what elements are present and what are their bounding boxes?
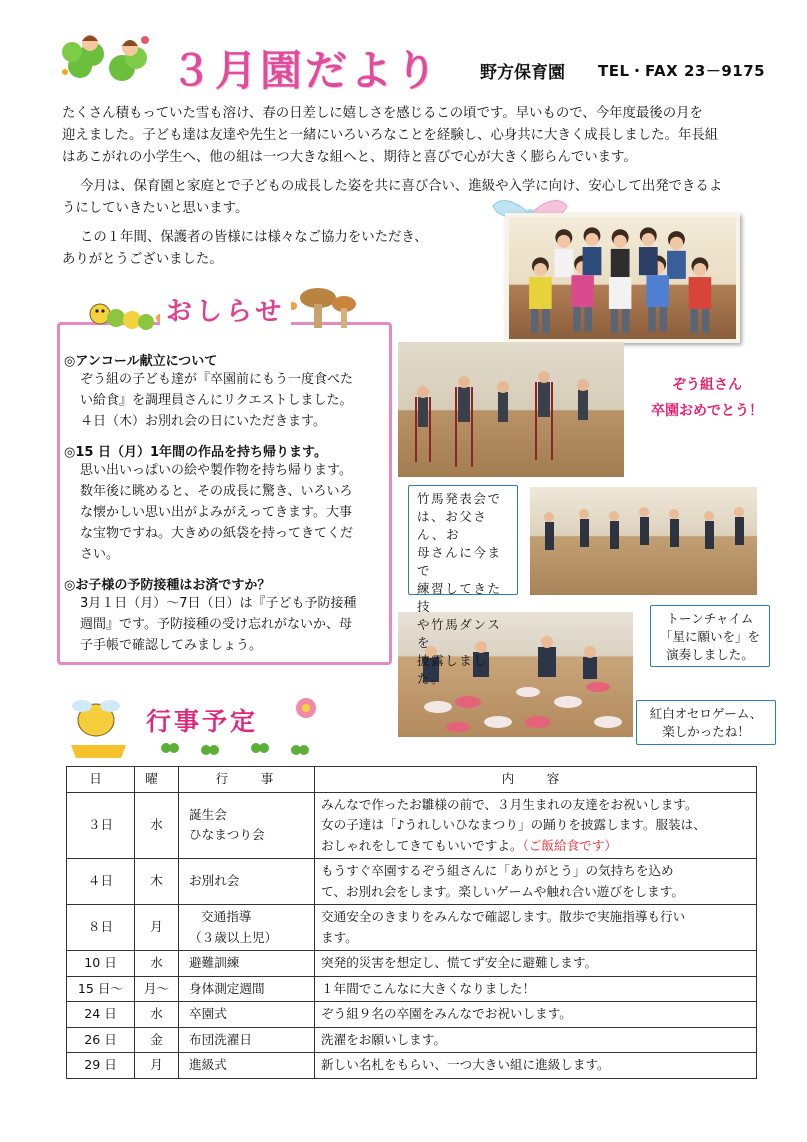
table-row bbox=[67, 1027, 757, 1053]
notice-item-title: ◎15 日（月）1年間の作品を持ち帰ります。 bbox=[64, 445, 327, 460]
column-header-date: 日 bbox=[67, 767, 135, 793]
event-name bbox=[179, 905, 315, 951]
table-row bbox=[67, 792, 757, 859]
tone-chime-caption bbox=[650, 605, 770, 667]
intro-line: 迎えました。子ども達は友達や先生と一緒にいろいろなことを経験し、心身共に大きく成長しました。年長組 bbox=[62, 128, 719, 143]
clover-children-illustration bbox=[60, 28, 160, 88]
event-detail: 新しい名札をもらい、一つ大きい組に進級します。 bbox=[315, 1053, 757, 1079]
table-row bbox=[67, 1053, 757, 1079]
event-detail: １年間でこんなに大きくなりました！ bbox=[315, 976, 757, 1002]
event-date: ３日 bbox=[67, 792, 135, 859]
stilts-dance-photo bbox=[530, 487, 757, 595]
event-name: お別れ会 bbox=[179, 859, 315, 905]
event-date: 26 日 bbox=[67, 1027, 135, 1053]
stilts-caption bbox=[408, 485, 518, 686]
detail-line: もうすぐ卒園するぞう組さんに「ありがとう」の気持ちを込め bbox=[321, 863, 674, 878]
event-day: 水 bbox=[135, 1002, 179, 1028]
event-detail: 突発的災害を想定し、慌てず安全に避難します。 bbox=[315, 951, 757, 977]
notice-item-text: 3月１日（月）～7日（日）は『子ども予防接種 bbox=[80, 596, 357, 611]
event-date: 15 日～ bbox=[67, 976, 135, 1002]
caption-line: 練習してきた技 bbox=[417, 581, 502, 614]
events-heading: 行事予定 bbox=[146, 707, 259, 736]
stilts-dance-photo-image bbox=[530, 487, 757, 595]
event-date: ８日 bbox=[67, 905, 135, 951]
page-title: ３月園だより bbox=[170, 46, 441, 95]
intro-line: たくさん積もっていた雪も溶け、春の日差しに嬉しさを感じるこの頃です。早いもので、今年度最後の月を bbox=[62, 106, 703, 121]
events-table bbox=[66, 766, 757, 1079]
detail-line: て、お別れ会をします。楽しいゲームや触れ合い遊びをします。 bbox=[321, 883, 684, 899]
intro-line: うにしていきたいと思います。 bbox=[62, 201, 249, 216]
congrats-line: 卒園おめでとう！ bbox=[651, 403, 763, 419]
table-row bbox=[67, 1002, 757, 1028]
children-group-photo-image bbox=[509, 217, 736, 339]
event-name: 身体測定週間 bbox=[179, 976, 315, 1002]
column-header-event: 行 事 bbox=[179, 767, 315, 793]
column-header-day: 曜 bbox=[135, 767, 179, 793]
event-name: 進級式 bbox=[179, 1053, 315, 1079]
othello-caption bbox=[636, 700, 776, 745]
caption-line: 母さんに今まで bbox=[417, 545, 502, 578]
intro-line: はあこがれの小学生へ、他の組は一つ大きな組へと、期待と喜びで心が大きく膨らんでいます。 bbox=[62, 150, 637, 165]
event-day: 水 bbox=[135, 792, 179, 859]
detail-line: 女の子達は「♪うれしいひなまつり」の踊りを披露します。服装は、 bbox=[321, 817, 706, 832]
event-day: 月～ bbox=[135, 976, 179, 1002]
graduation-congrats bbox=[622, 372, 792, 452]
notice-item-text: い給食』を調理員さんにリクエストしました。 bbox=[80, 393, 353, 408]
notice-item-text: な宝物ですね。大きめの紙袋を持ってきてくだ bbox=[80, 526, 354, 541]
notice-item-text: 子手帳で確認してみましょう。 bbox=[80, 638, 263, 653]
caption-line: は、お父さん、お bbox=[417, 509, 488, 542]
event-detail bbox=[315, 905, 757, 951]
detail-text: おしゃれをしてきてもいいですよ。 bbox=[321, 837, 523, 853]
notice-heading: おしらせ bbox=[160, 291, 291, 328]
organization-name: 野方保育園 bbox=[480, 63, 565, 83]
congrats-line: ぞう組さん bbox=[672, 377, 742, 393]
event-name: 布団洗濯日 bbox=[179, 1027, 315, 1053]
event-name-line: 誕生会 bbox=[189, 806, 227, 822]
event-name-line: （３歳以上児） bbox=[189, 929, 278, 945]
event-name bbox=[179, 792, 315, 859]
notice-item-text: な懐かしい思い出がよみがえってきます。大事 bbox=[80, 505, 352, 520]
notice-item-text: ぞう組の子ども達が『卒園前にもう一度食べた bbox=[80, 372, 354, 387]
intro-line: この１年間、保護者の皆様には様々なご協力をいただき、 bbox=[80, 230, 428, 245]
event-day: 月 bbox=[135, 905, 179, 951]
detail-line: みんなで作ったお雛様の前で、３月生まれの友達をお祝いします。 bbox=[321, 796, 698, 812]
stilts-photo bbox=[398, 342, 624, 477]
event-day: 金 bbox=[135, 1027, 179, 1053]
lunch-note: （ご飯給食です） bbox=[522, 837, 617, 853]
intro-line: 今月は、保育園と家庭とで子どもの成長した姿を共に喜び合い、進級や入学に向け、安心して出発できるよ bbox=[80, 179, 723, 194]
event-date: 24 日 bbox=[67, 1002, 135, 1028]
notice-item-text: 思い出いっぱいの絵や製作物を持ち帰ります。 bbox=[80, 463, 352, 478]
stilts-photo-image bbox=[398, 342, 624, 477]
column-header-detail: 内 容 bbox=[315, 767, 757, 793]
event-date: 29 日 bbox=[67, 1053, 135, 1079]
table-row bbox=[67, 951, 757, 977]
table-row bbox=[67, 905, 757, 951]
caption-line: 演奏しました。 bbox=[666, 647, 754, 662]
caption-line: や竹馬ダンスを bbox=[417, 617, 502, 650]
event-detail bbox=[315, 859, 757, 905]
event-name: 卒園式 bbox=[179, 1002, 315, 1028]
event-date: ４日 bbox=[67, 859, 135, 905]
event-day: 水 bbox=[135, 951, 179, 977]
caption-line: 「星に願いを」を bbox=[659, 629, 760, 644]
table-header-row bbox=[67, 767, 757, 793]
table-row bbox=[67, 976, 757, 1002]
notice-item-title: ◎お子様の予防接種はお済ですか？ bbox=[64, 578, 271, 593]
notice-item-text: 数年後に眺めると、その成長に驚き、いろいろ bbox=[80, 484, 353, 499]
event-name-line: 交通指導 bbox=[201, 909, 252, 924]
event-detail bbox=[315, 792, 757, 859]
detail-line bbox=[321, 836, 752, 857]
detail-line: ます。 bbox=[321, 929, 358, 945]
event-day: 月 bbox=[135, 1053, 179, 1079]
event-name-line: ひなまつり会 bbox=[189, 827, 265, 843]
event-day: 木 bbox=[135, 859, 179, 905]
group-photo bbox=[505, 213, 740, 343]
organization-phone: TEL・FAX 23－9175 bbox=[598, 62, 766, 80]
caption-line: 竹馬発表会で bbox=[417, 491, 502, 506]
notice-item-text: さい。 bbox=[80, 547, 120, 562]
caption-line: 披露しました。 bbox=[417, 653, 488, 686]
notice-item-text: ４日（木）お別れ会の日にいただきます。 bbox=[80, 414, 326, 429]
event-date: 10 日 bbox=[67, 951, 135, 977]
event-name: 避難訓練 bbox=[179, 951, 315, 977]
detail-line: 交通安全のきまりをみんなで確認します。散歩で実施指導も行い bbox=[321, 909, 686, 924]
caption-line: 紅白オセロゲーム、 bbox=[649, 706, 763, 721]
event-detail: ぞう組９名の卒園をみんなでお祝いします。 bbox=[315, 1002, 757, 1028]
caption-line: 楽しかったね！ bbox=[662, 724, 750, 739]
notice-item-title: ◎アンコール献立について bbox=[64, 354, 218, 369]
notice-item-text: 週間』です。予防接種の受け忘れがないか、母 bbox=[80, 617, 352, 632]
table-row bbox=[67, 859, 757, 905]
event-detail: 洗濯をお願いします。 bbox=[315, 1027, 757, 1053]
caption-line: トーンチャイム bbox=[666, 611, 754, 626]
intro-line: ありがとうございました。 bbox=[62, 252, 223, 267]
